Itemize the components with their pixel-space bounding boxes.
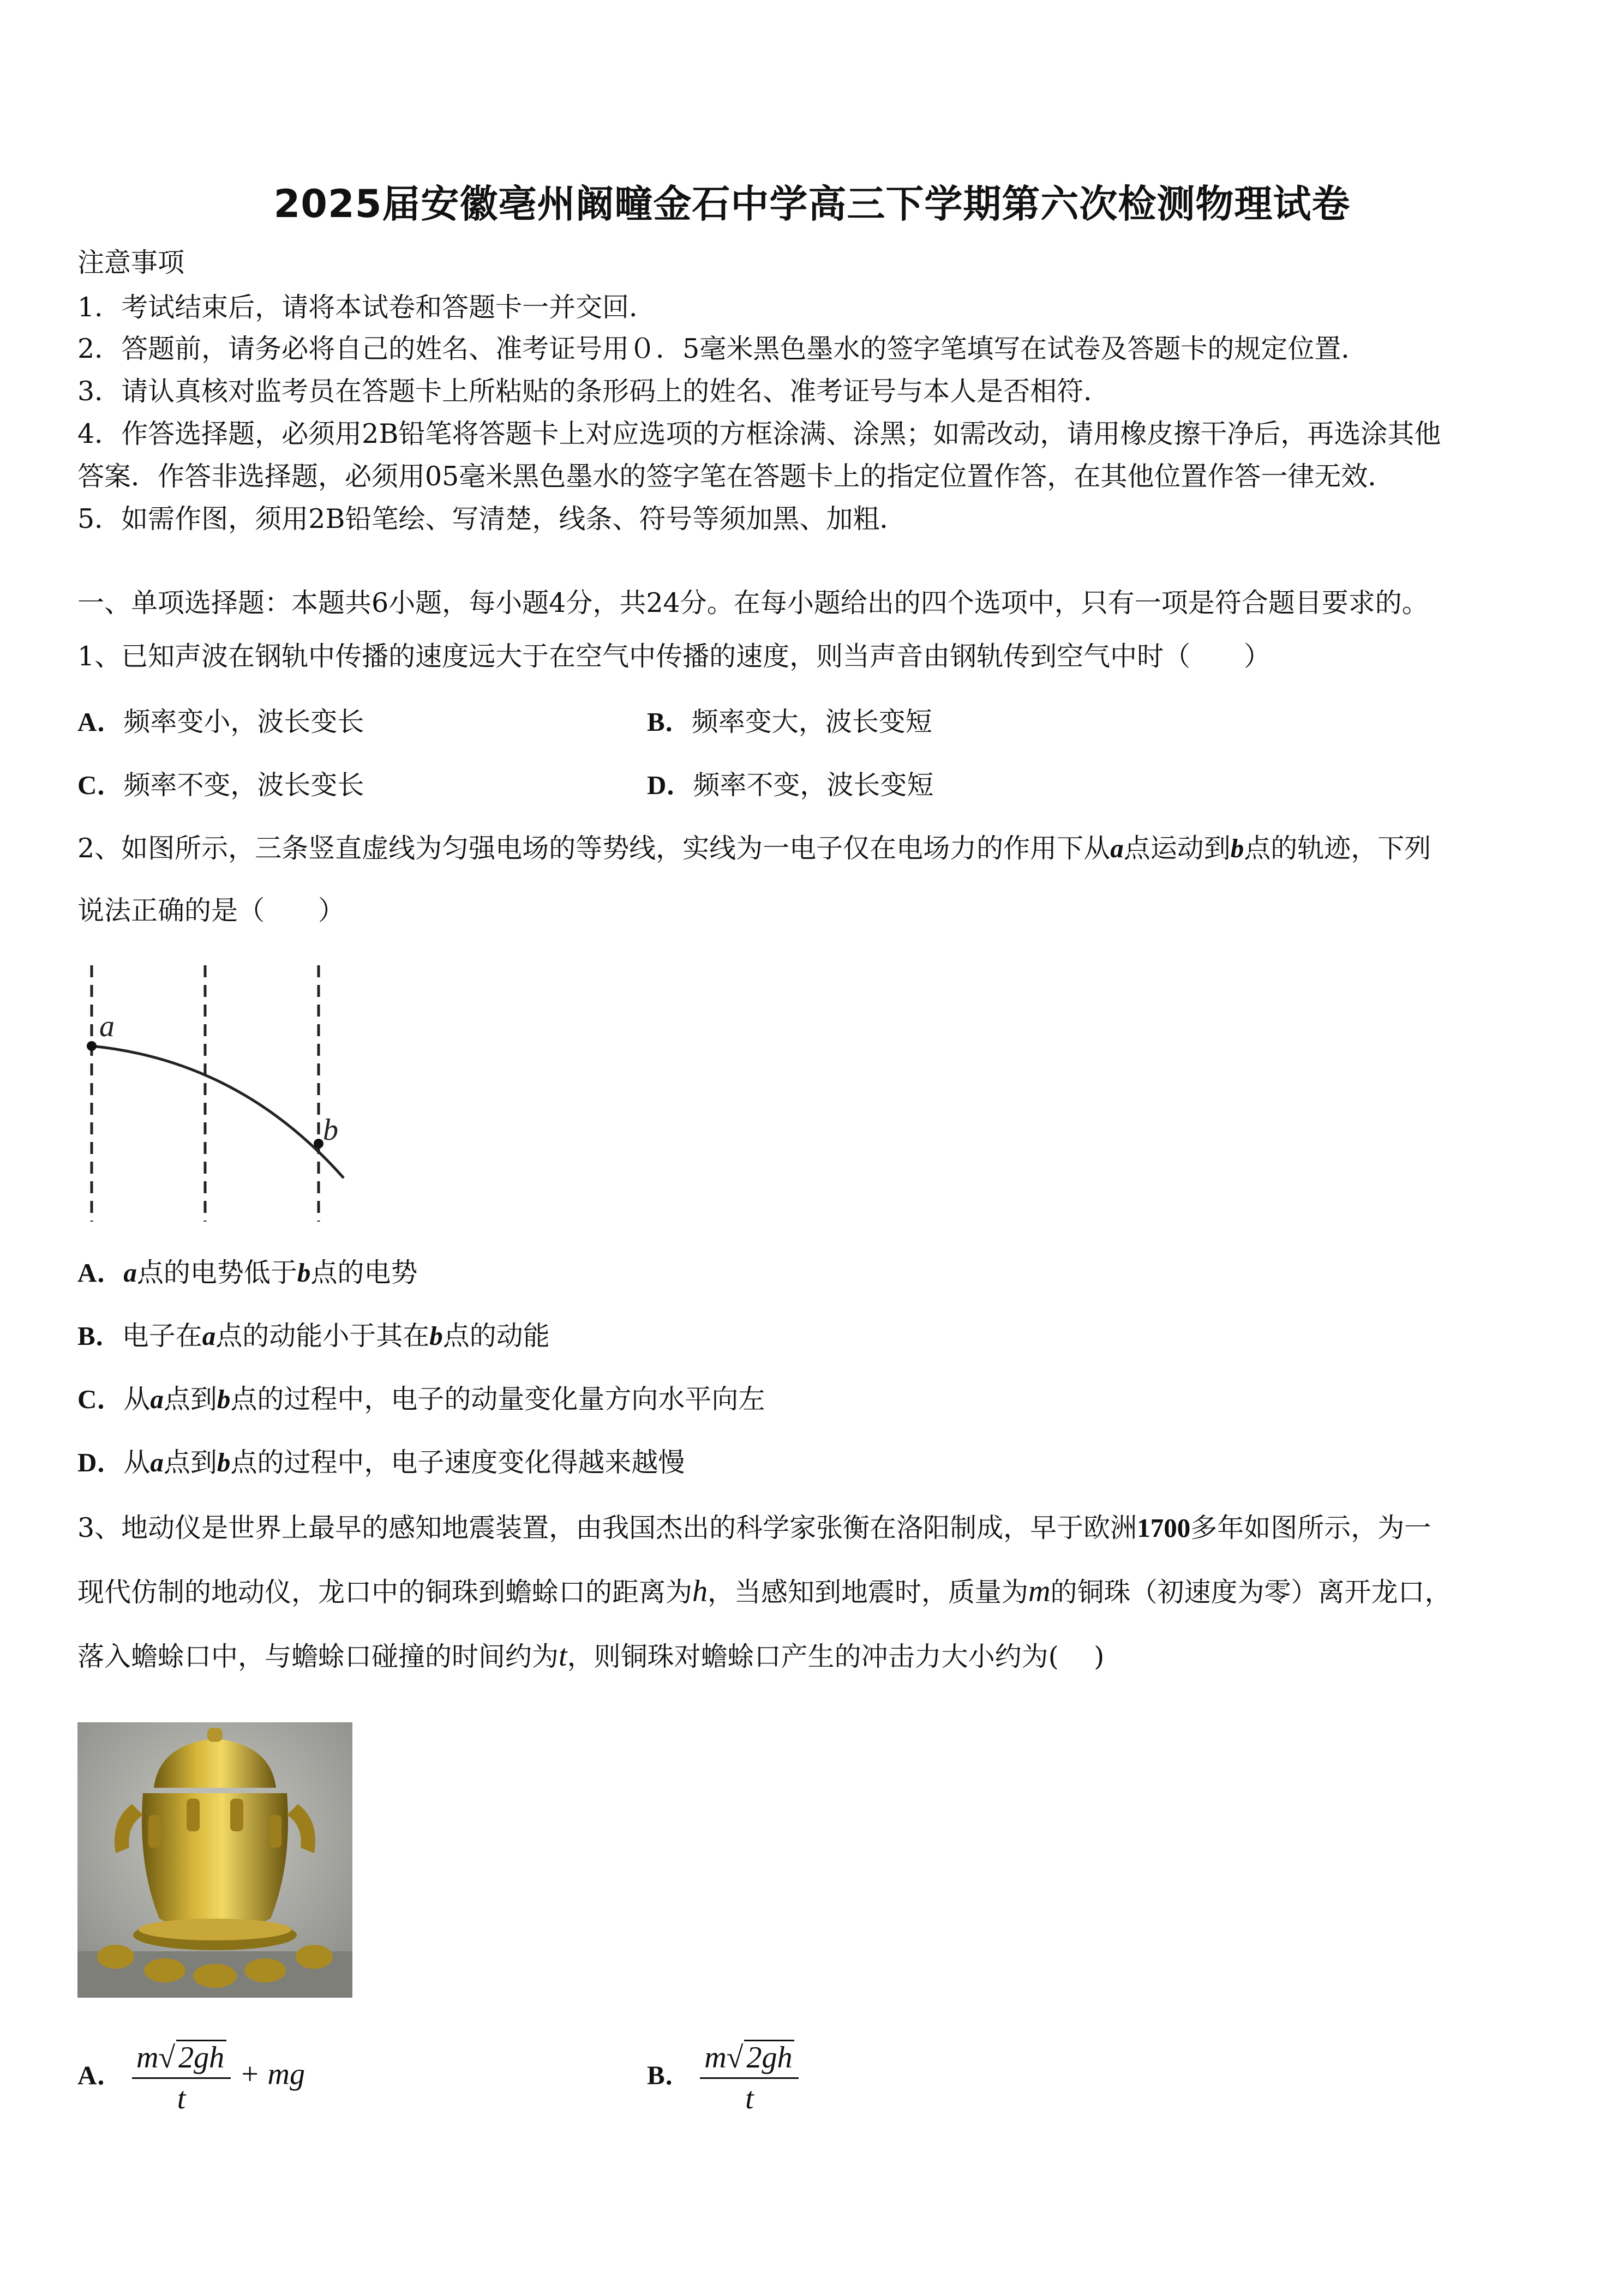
q3-stem-line2: 现代仿制的地动仪，龙口中的铜珠到蟾蜍口的距离为h，当感知到地震时，质量为m的铜珠（初速度为零）离开龙口， <box>77 1574 1452 1608</box>
point-b-label: b <box>323 1113 338 1147</box>
notice-item: 2．答题前，请务必将自己的姓名、准考证号用０．5毫米黑色墨水的签字笔填写在试卷及答题卡的规定位置． <box>77 333 1368 364</box>
sqrt-symbol: √ <box>726 2041 744 2075</box>
q2-option-d: D．从a点到b点的过程中，电子速度变化得越来越慢 <box>77 1447 685 1478</box>
q3-option-a: A． $\frac{m√ 2gh}{t}$ + mg <box>77 2041 305 2115</box>
point-b-dot <box>314 1139 323 1149</box>
fraction: $\frac{m√ 2gh}{t}$ <box>132 2040 231 2115</box>
notice-item: 3．请认真核对监考员在答题卡上所粘贴的条形码上的姓名、准考证号与本人是否相符． <box>77 376 1111 407</box>
q2-option-c: C．从a点到b点的过程中，电子的动量变化量方向水平向左 <box>77 1384 765 1415</box>
q3-option-b: B． $\frac{m√ 2gh}{t}$ <box>647 2040 799 2115</box>
notice-heading: 注意事项 <box>77 247 185 278</box>
q1-option-b: B．频率变大，波长变短 <box>647 706 932 737</box>
electron-trajectory <box>92 1046 344 1178</box>
q1-stem: 1、已知声波在钢轨中传播的速度远大于在空气中传播的速度，则当声音由钢轨传到空气中时（ ） <box>77 641 1271 672</box>
q3-stem-line3: 落入蟾蜍口中，与蟾蜍口碰撞的时间约为t，则铜珠对蟾蜍口产生的冲击力大小约为( ) <box>77 1639 1105 1673</box>
q1-option-c: C．频率不变，波长变长 <box>77 770 364 801</box>
equipotential-figure <box>76 965 360 1227</box>
point-a-dot <box>87 1041 97 1051</box>
point-a-label: a <box>99 1009 115 1043</box>
q1-option-d: D．频率不变，波长变短 <box>647 770 934 801</box>
q3-stem-line1: 3、地动仪是世界上最早的感知地震装置，由我国杰出的科学家张衡在洛阳制成，早于欧洲1700多年如图所示，为一 <box>77 1512 1431 1543</box>
notice-item: 4．作答选择题，必须用2B铅笔将答题卡上对应选项的方框涂满、涂黑；如需改动，请用橡皮擦干净后，再选涂其他 <box>77 418 1441 449</box>
notice-item: 答案．作答非选择题，必须用05毫米黑色墨水的签字笔在答题卡上的指定位置作答，在其他位置作答一律无效． <box>77 461 1395 492</box>
notice-item: 5．如需作图，须用2B铅笔绘、写清楚，线条、符号等须加黑、加粗． <box>77 503 907 534</box>
section-heading: 一、单项选择题：本题共6小题，每小题4分，共24分。在每小题给出的四个选项中，只有一项是符合题目要求的。 <box>77 587 1429 618</box>
fraction: $\frac{m√ 2gh}{t}$ <box>700 2040 799 2115</box>
q2-stem-line2: 说法正确的是（ ） <box>77 895 345 926</box>
notice-item: 1．考试结束后，请将本试卷和答题卡一并交回． <box>77 292 656 323</box>
page-title: 2025届安徽亳州阚疃金石中学高三下学期第六次检测物理试卷 <box>273 182 1351 226</box>
q2-option-b: B．电子在a点的动能小于其在b点的动能 <box>77 1320 550 1351</box>
sqrt-symbol: √ <box>158 2041 176 2075</box>
q2-option-a: A．a点的电势低于b点的电势 <box>77 1257 418 1288</box>
q2-stem: 2、如图所示，三条竖直虚线为匀强电场的等势线，实线为一电子仅在电场力的作用下从a点运动到b点的轨迹，下列 <box>77 833 1431 864</box>
q1-option-a: A．频率变小，波长变长 <box>77 706 364 737</box>
seismograph-photo <box>77 1722 352 1998</box>
